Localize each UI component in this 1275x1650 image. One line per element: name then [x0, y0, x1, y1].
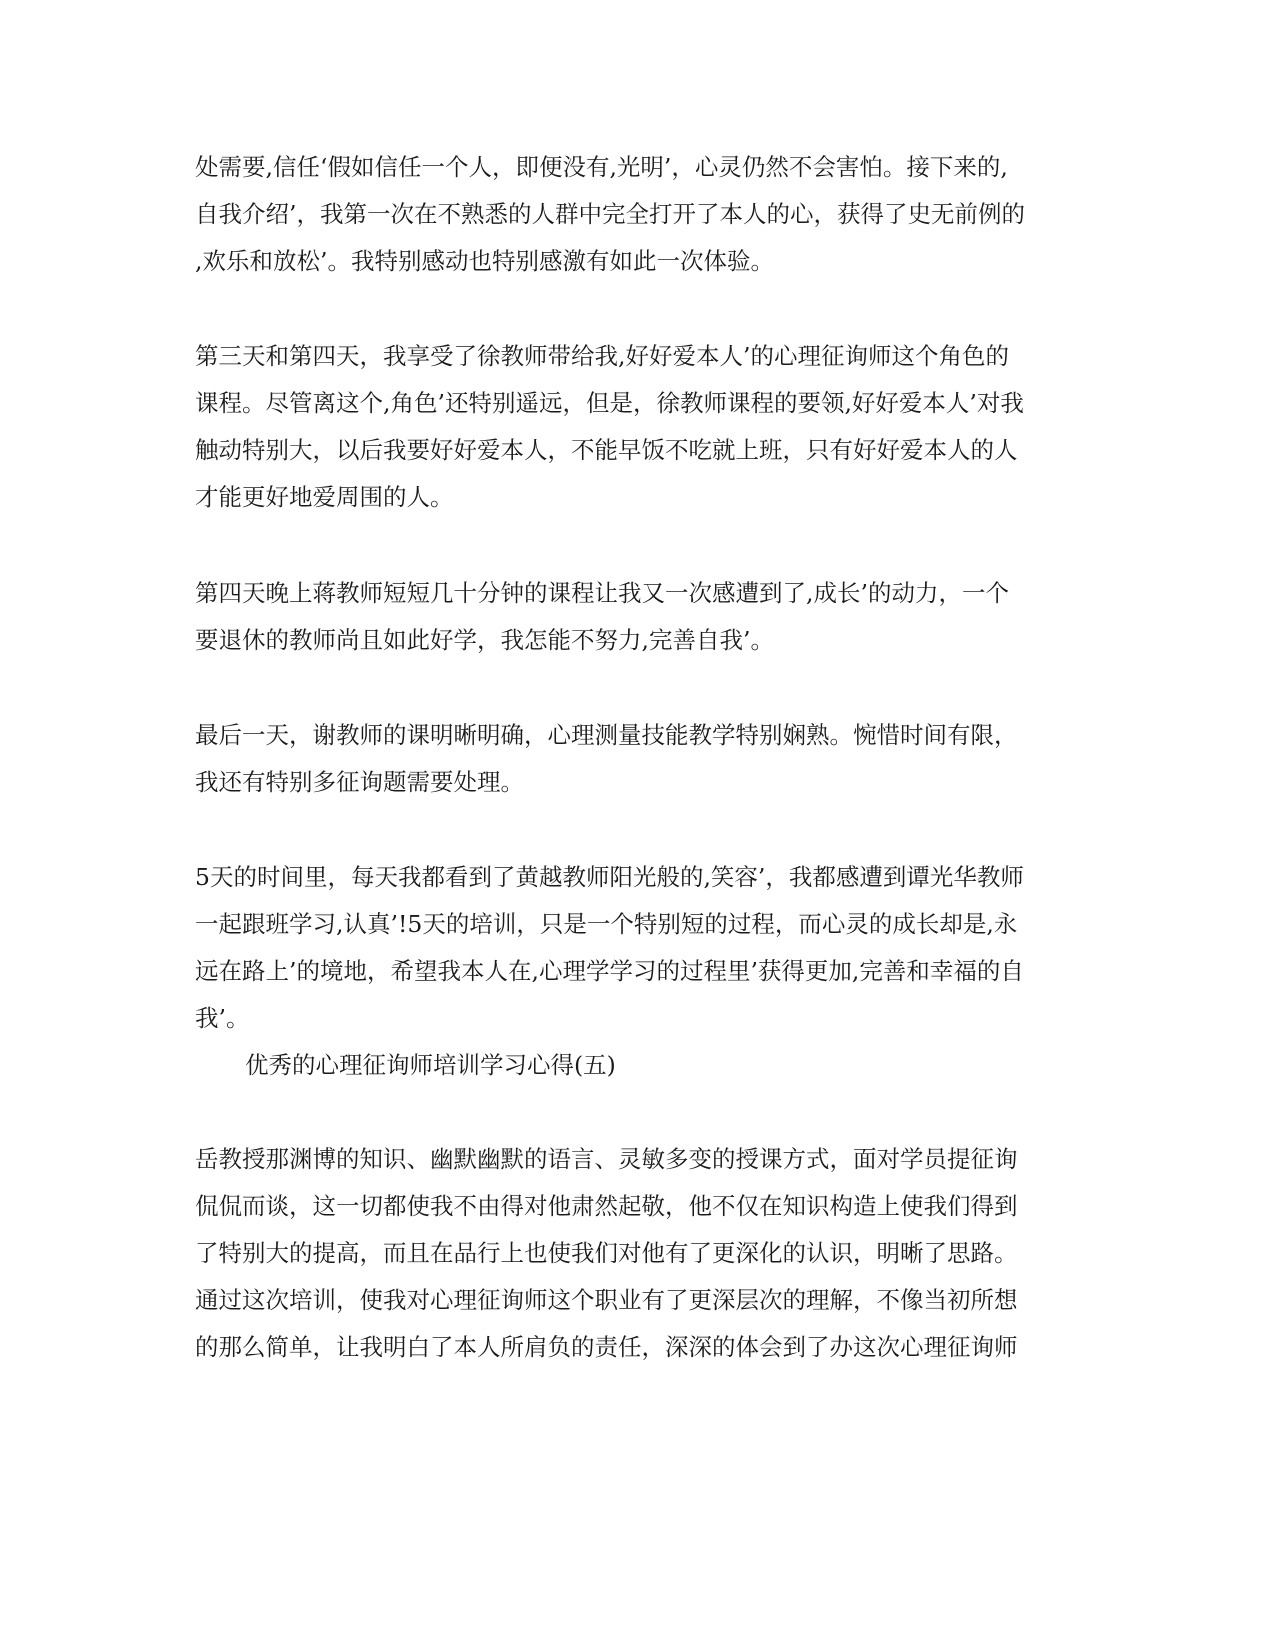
- final-paragraph-line-2: 侃侃而谈，这一切都使我不由得对他肃然起敬，他不仅在知识构造上使我们得到: [195, 1192, 1018, 1220]
- paragraph-3-line-2: 要退休的教师尚且如此好学，我怎能不努力,完善自我’。: [195, 626, 774, 654]
- paragraph-4-line-1: 最后一天，谢教师的课明晰明确，心理测量技能教学特别娴熟。惋惜时间有限，: [195, 721, 1018, 749]
- paragraph-2-line-1: 第三天和第四天，我享受了徐教师带给我,好好爱本人’的心理征询师这个角色的: [195, 342, 1009, 370]
- paragraph-1-line-2: 自我介绍’，我第一次在不熟悉的人群中完全打开了本人的心，获得了史无前例的: [195, 200, 1025, 228]
- paragraph-4-line-2: 我还有特别多征询题需要处理。: [195, 768, 524, 796]
- final-paragraph-line-5: 的那么简单，让我明白了本人所肩负的责任，深深的体会到了办这次心理征询师: [195, 1333, 1018, 1361]
- paragraph-2-line-4: 才能更好地爱周围的人。: [195, 483, 454, 511]
- paragraph-1-line-3: ,欢乐和放松’。我特别感动也特别感激有如此一次体验。: [195, 247, 774, 275]
- paragraph-3-line-1: 第四天晚上蒋教师短短几十分钟的课程让我又一次感遭到了,成长’的动力，一个: [195, 579, 1009, 607]
- paragraph-1-line-1: 处需要,信任‘假如信任一个人，即便没有,光明’，心灵仍然不会害怕。接下来的,: [195, 153, 1008, 181]
- paragraph-5-line-2: 一起跟班学习,认真’!5天的培训，只是一个特别短的过程，而心灵的成长却是,永: [195, 910, 1018, 938]
- paragraph-5-line-3: 远在路上’的境地，希望我本人在,心理学学习的过程里’获得更加,完善和幸福的自: [195, 957, 1024, 985]
- final-paragraph-line-4: 通过这次培训，使我对心理征询师这个职业有了更深层次的理解，不像当初所想: [195, 1286, 1018, 1314]
- paragraph-2-line-2: 课程。尽管离这个,角色’还特别遥远，但是，徐教师课程的要领,好好爱本人’对我: [195, 389, 1024, 417]
- paragraph-5-line-4: 我’。: [195, 1004, 250, 1032]
- section-heading: 优秀的心理征询师培训学习心得(五): [245, 1051, 616, 1079]
- paragraph-2-line-3: 触动特别大，以后我要好好爱本人，不能早饭不吃就上班，只有好好爱本人的人: [195, 436, 1018, 464]
- final-paragraph-line-1: 岳教授那渊博的知识、幽默幽默的语言、灵敏多变的授课方式，面对学员提征询: [195, 1145, 1018, 1173]
- paragraph-5-line-1: 5天的时间里，每天我都看到了黄越教师阳光般的,笑容’，我都感遭到谭光华教师: [195, 863, 1024, 891]
- final-paragraph-line-3: 了特别大的提高，而且在品行上也使我们对他有了更深化的认识，明晰了思路。: [195, 1239, 1018, 1267]
